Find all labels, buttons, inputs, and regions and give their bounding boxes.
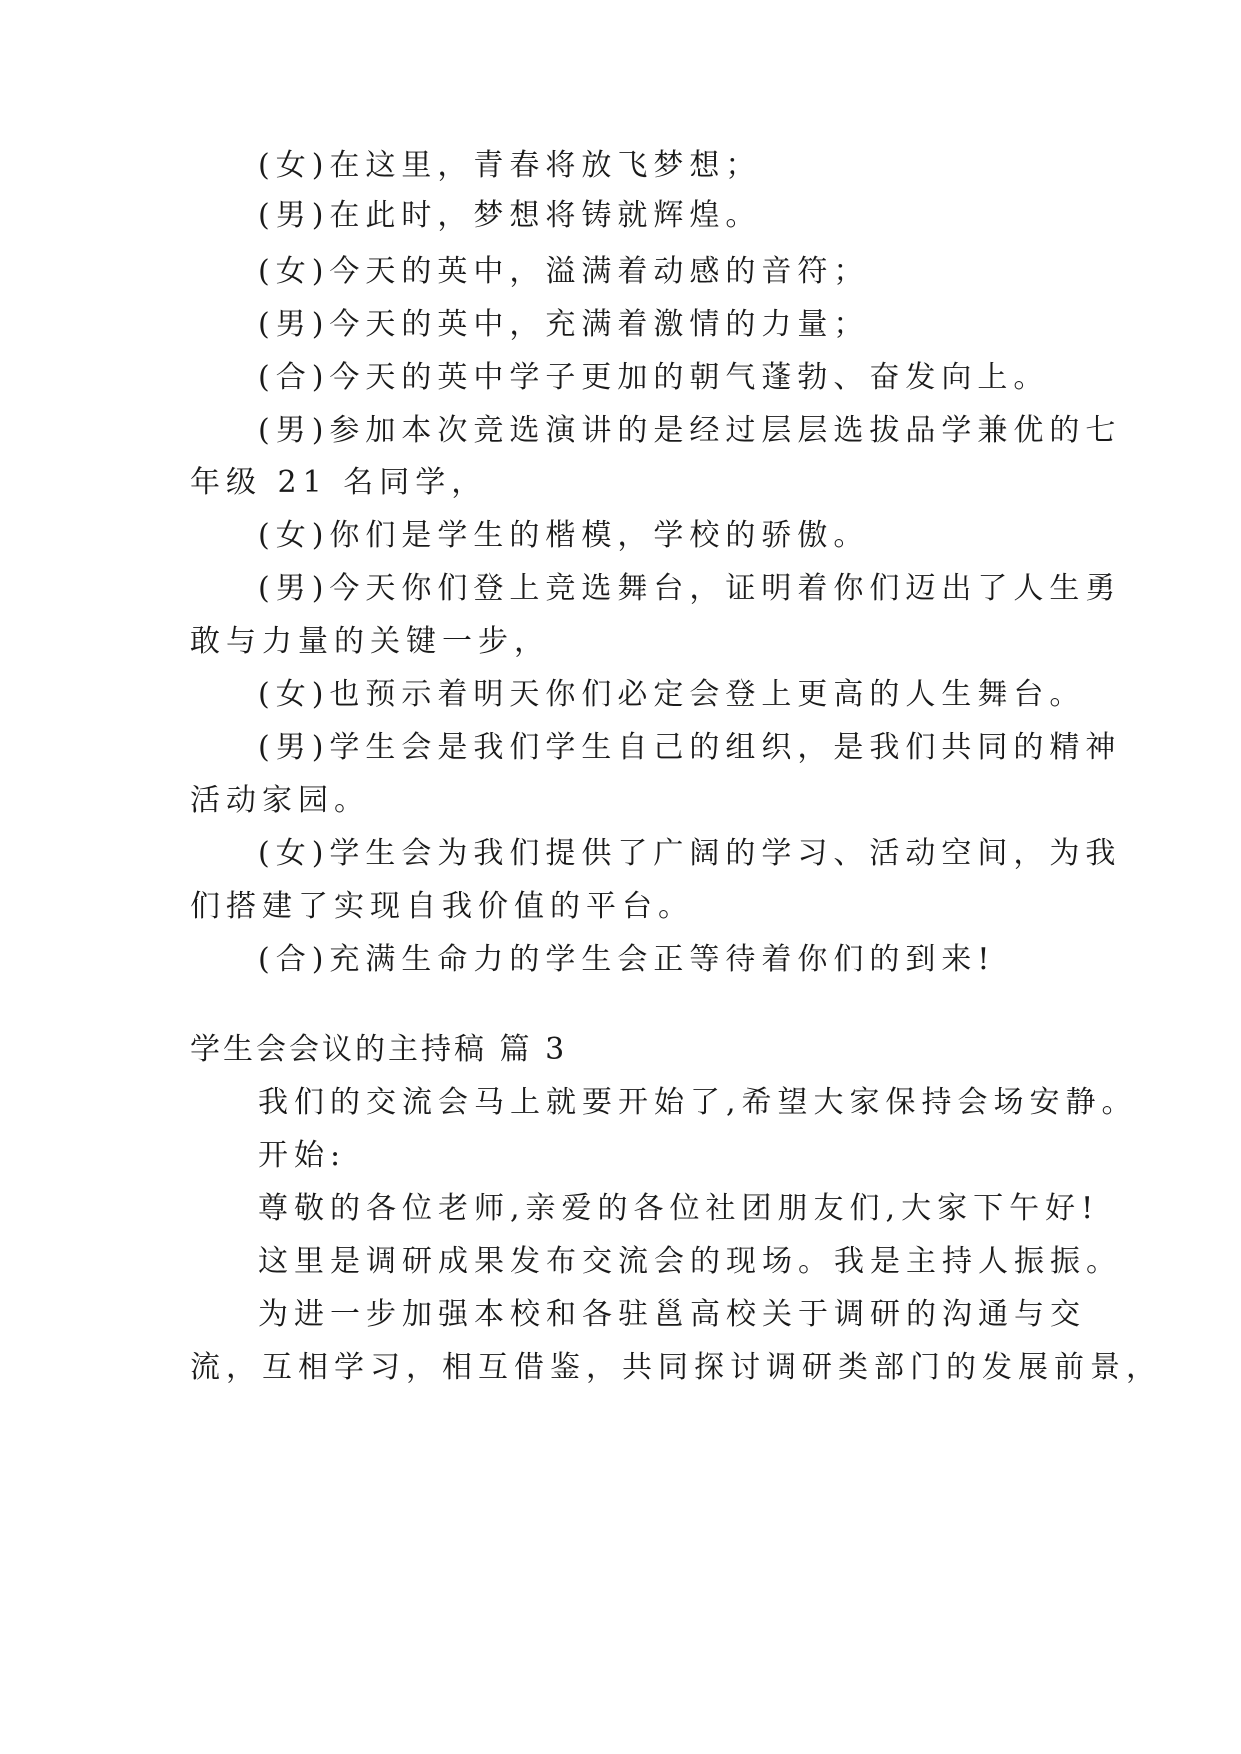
paragraph-line: (女)学生会为我们提供了广阔的学习、活动空间，为我 <box>258 836 1122 871</box>
paragraph-line: (合)今天的英中学子更加的朝气蓬勃、奋发向上。 <box>258 360 1050 395</box>
paragraph-line: 尊敬的各位老师,亲爱的各位社团朋友们,大家下午好! <box>258 1191 1100 1226</box>
paragraph-line: 敢与力量的关键一步， <box>190 624 550 659</box>
paragraph-line: 流，互相学习，相互借鉴，共同探讨调研类部门的发展前景， <box>190 1350 1162 1385</box>
paragraph-line: 这里是调研成果发布交流会的现场。我是主持人振振。 <box>258 1244 1122 1279</box>
paragraph-line: 开始: <box>258 1138 347 1173</box>
paragraph-line: (男)参加本次竞选演讲的是经过层层选拔品学兼优的七 <box>258 413 1122 448</box>
paragraph-line: (女)今天的英中，溢满着动感的音符； <box>258 254 870 289</box>
paragraph-line: (男)今天的英中，充满着激情的力量； <box>258 307 870 342</box>
paragraph-line: 我们的交流会马上就要开始了,希望大家保持会场安静。 <box>258 1085 1138 1120</box>
paragraph-line: 年级 21 名同学， <box>190 465 488 500</box>
paragraph-line: (女)在这里，青春将放飞梦想； <box>258 148 762 183</box>
section-heading: 学生会会议的主持稿 篇 3 <box>190 1032 568 1067</box>
paragraph-line: 为进一步加强本校和各驻邕高校关于调研的沟通与交 <box>258 1297 1086 1332</box>
paragraph-line: (男)学生会是我们学生自己的组织，是我们共同的精神 <box>258 730 1122 765</box>
paragraph-line: (女)也预示着明天你们必定会登上更高的人生舞台。 <box>258 677 1086 712</box>
paragraph-line: (男)今天你们登上竞选舞台，证明着你们迈出了人生勇 <box>258 571 1122 606</box>
paragraph-line: 活动家园。 <box>190 783 370 818</box>
paragraph-line: (合)充满生命力的学生会正等待着你们的到来! <box>258 942 996 977</box>
paragraph-line: (男)在此时，梦想将铸就辉煌。 <box>258 198 762 233</box>
paragraph-line: (女)你们是学生的楷模，学校的骄傲。 <box>258 518 870 553</box>
paragraph-line: 们搭建了实现自我价值的平台。 <box>190 889 694 924</box>
